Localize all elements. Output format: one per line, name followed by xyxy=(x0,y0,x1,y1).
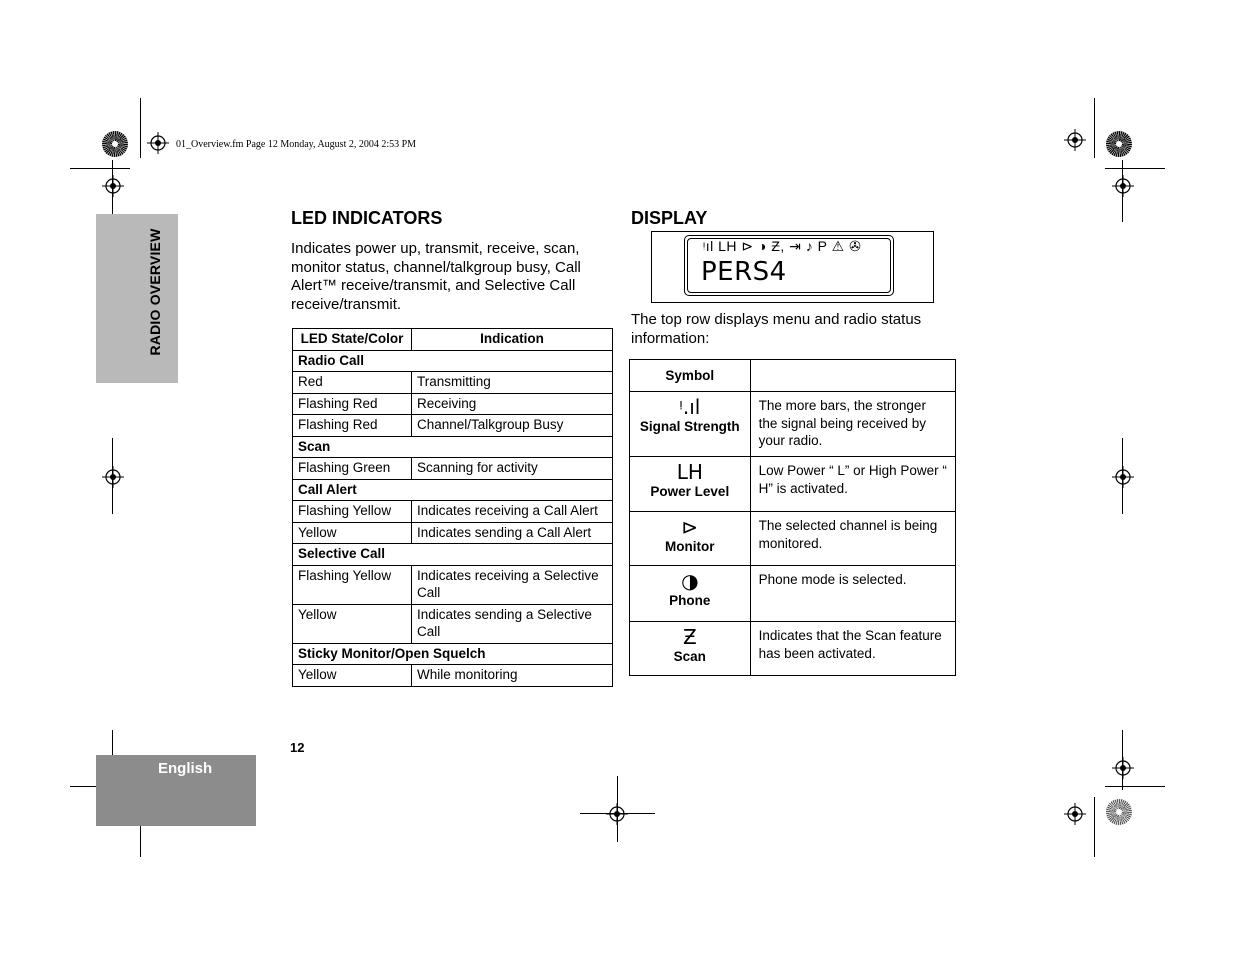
crop-line xyxy=(1105,168,1165,169)
column-header: LED State/Color xyxy=(293,329,412,351)
table-group-row xyxy=(293,544,613,566)
table-group-row xyxy=(293,436,613,458)
column-header: Indication xyxy=(412,329,613,351)
led-state-cell: Red xyxy=(293,372,412,394)
crosshair-mark-icon xyxy=(102,466,124,488)
led-intro-text: Indicates power up, transmit, receive, scan, monitor status, channel/talkgroup busy, Call Alert™ receive/transmit, and Selective Call receive/transmit. xyxy=(291,240,581,313)
table-row xyxy=(630,392,956,457)
table-row xyxy=(293,393,613,415)
table-row xyxy=(293,372,613,394)
phone-icon: ◑ xyxy=(681,569,699,593)
symbol-cell xyxy=(630,457,751,512)
symbol-name: Power Level xyxy=(650,484,730,499)
symbol-description: Low Power “ L” or High Power “ H” is activated. xyxy=(750,457,955,512)
symbol-description: The more bars, the stronger the signal being received by your radio. xyxy=(750,392,955,457)
led-state-cell: Flashing Yellow xyxy=(293,501,412,523)
table-row xyxy=(293,665,613,687)
led-state-cell: Yellow xyxy=(293,522,412,544)
indication-cell: Scanning for activity xyxy=(412,458,613,480)
crop-line xyxy=(70,168,130,169)
symbol-name: Scan xyxy=(673,649,706,664)
page-number: 12 xyxy=(290,740,305,755)
registration-rosette-bottom-right xyxy=(1106,799,1132,825)
led-state-cell: Flashing Green xyxy=(293,458,412,480)
group-label: Radio Call xyxy=(293,350,613,372)
side-tab xyxy=(96,214,178,383)
display-section-title: DISPLAY xyxy=(631,208,708,228)
group-label: Sticky Monitor/Open Squelch xyxy=(293,643,613,665)
indication-cell: Indicates sending a Call Alert xyxy=(412,522,613,544)
file-info-header: 01_Overview.fm Page 12 Monday, August 2, 2004 2:53 PM xyxy=(176,139,417,150)
indication-cell: Transmitting xyxy=(412,372,613,394)
table-row xyxy=(293,458,613,480)
crop-line xyxy=(1094,98,1095,158)
led-state-cell: Flashing Red xyxy=(293,393,412,415)
language-label: English xyxy=(158,760,213,777)
indication-cell: While monitoring xyxy=(412,665,613,687)
table-row xyxy=(293,522,613,544)
crop-line xyxy=(140,98,141,158)
table-row xyxy=(630,566,956,622)
symbol-name: Monitor xyxy=(665,539,715,554)
lcd-status-icons: ᵎıl LH ⊳ ◑ Ƶ, ⇥ ♪ P ⚠ ✇ xyxy=(703,238,862,254)
crosshair-mark-icon xyxy=(1112,466,1134,488)
table-row xyxy=(293,604,613,643)
table-header-row xyxy=(630,360,956,392)
monitor-icon: ⊳ xyxy=(681,515,699,539)
indication-cell: Receiving xyxy=(412,393,613,415)
table-row xyxy=(293,415,613,437)
symbol-table xyxy=(629,359,956,676)
symbol-cell xyxy=(630,566,751,622)
symbol-cell xyxy=(630,392,751,457)
crosshair-mark-icon xyxy=(1064,129,1086,151)
crop-line xyxy=(112,160,113,222)
table-group-row xyxy=(293,350,613,372)
table-row xyxy=(630,512,956,566)
crosshair-mark-icon xyxy=(1064,803,1086,825)
led-table xyxy=(292,328,613,687)
led-section-title: LED INDICATORS xyxy=(291,208,443,228)
crosshair-mark-icon xyxy=(1112,757,1134,779)
group-label: Call Alert xyxy=(293,479,613,501)
display-intro-text: The top row displays menu and radio status information: xyxy=(631,311,922,347)
crop-line xyxy=(1094,797,1095,857)
column-header: Symbol xyxy=(630,360,751,392)
crosshair-mark-icon xyxy=(102,175,124,197)
crop-line xyxy=(1122,730,1123,790)
group-label: Selective Call xyxy=(293,544,613,566)
crop-line xyxy=(112,438,113,514)
led-state-cell: Flashing Red xyxy=(293,415,412,437)
scan-icon: Ƶ xyxy=(682,625,697,649)
symbol-description: Indicates that the Scan feature has been activated. xyxy=(750,622,955,676)
crop-line xyxy=(1105,786,1165,787)
indication-cell: Channel/Talkgroup Busy xyxy=(412,415,613,437)
crop-line xyxy=(1122,160,1123,222)
table-row xyxy=(293,565,613,604)
table-row xyxy=(630,622,956,676)
indication-cell: Indicates receiving a Selective Call xyxy=(412,565,613,604)
symbol-cell xyxy=(630,622,751,676)
crosshair-mark-icon xyxy=(147,132,169,154)
side-tab-label: RADIO OVERVIEW xyxy=(147,228,163,356)
symbol-cell xyxy=(630,512,751,566)
table-row xyxy=(293,501,613,523)
indication-cell: Indicates receiving a Call Alert xyxy=(412,501,613,523)
table-group-row xyxy=(293,479,613,501)
registration-rosette-top-left xyxy=(102,131,128,157)
crosshair-mark-icon xyxy=(1112,175,1134,197)
registration-rosette-top-right xyxy=(1106,131,1132,157)
lcd-text: PERS4 xyxy=(701,257,787,287)
symbol-description: Phone mode is selected. xyxy=(750,566,955,622)
led-table-body xyxy=(293,350,613,686)
symbol-table-body xyxy=(630,392,956,676)
symbol-name: Phone xyxy=(669,593,711,608)
crop-line xyxy=(1122,438,1123,514)
indication-cell: Indicates sending a Selective Call xyxy=(412,604,613,643)
signal-strength-icon: ᵎ.ıl xyxy=(679,395,701,419)
table-row xyxy=(630,457,956,512)
power-level-icon: LH xyxy=(676,460,703,484)
symbol-description: The selected channel is being monitored. xyxy=(750,512,955,566)
crop-line xyxy=(617,776,618,842)
column-header xyxy=(750,360,955,392)
led-state-cell: Yellow xyxy=(293,604,412,643)
led-state-cell: Flashing Yellow xyxy=(293,565,412,604)
led-state-cell: Yellow xyxy=(293,665,412,687)
table-group-row xyxy=(293,643,613,665)
symbol-name: Signal Strength xyxy=(639,419,740,434)
table-header-row xyxy=(293,329,613,351)
group-label: Scan xyxy=(293,436,613,458)
